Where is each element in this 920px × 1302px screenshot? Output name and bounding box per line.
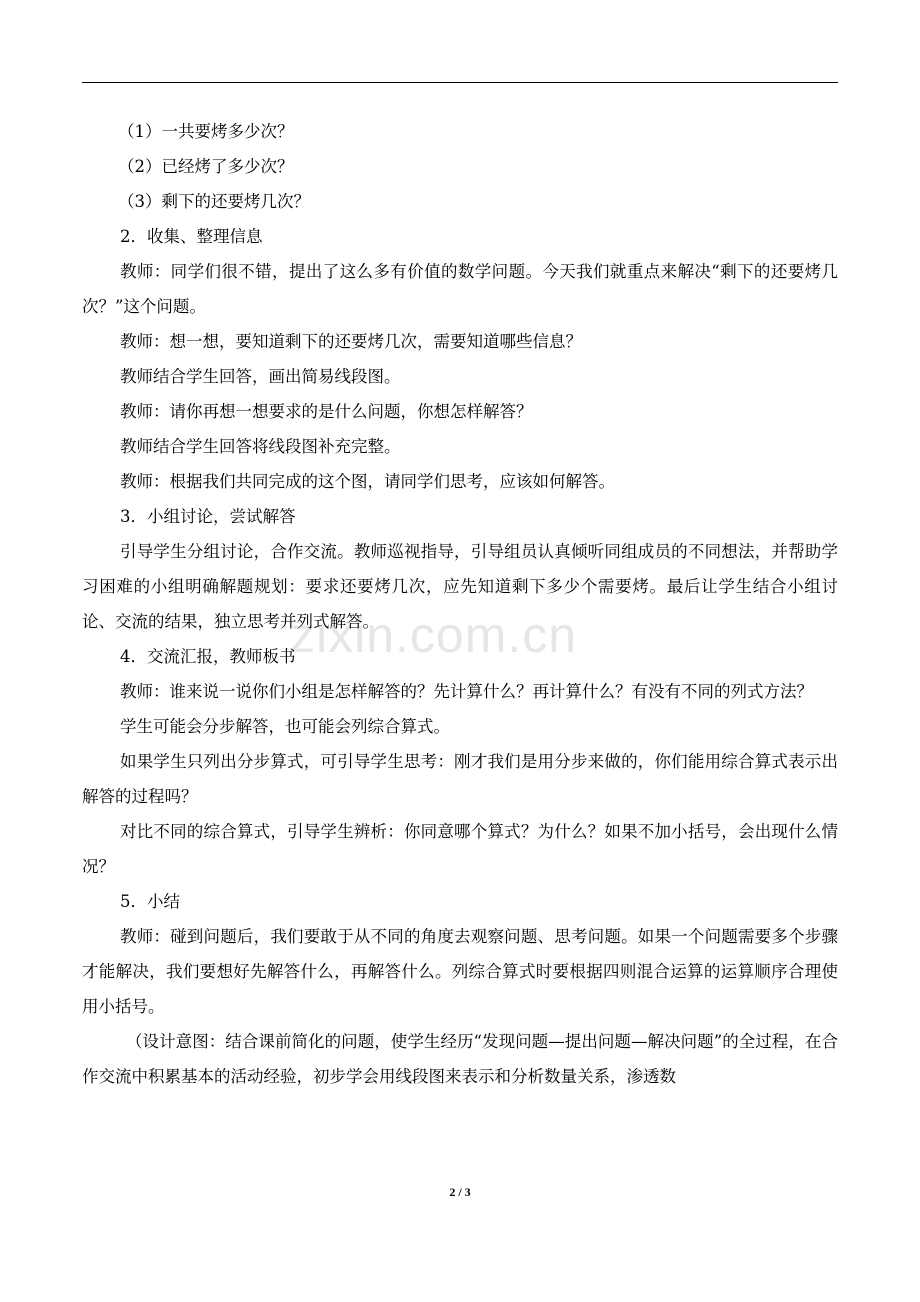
paragraph: 教师：碰到问题后，我们要敢于从不同的角度去观察问题、思考问题。如果一个问题需要多个步骤才能解决，我们要想好先解答什么，再解答什么。列综合算式时要根据四则混合运算的运算顺序合理使用小括号。 [82, 927, 838, 1016]
question-1: （1）一共要烤多少次？ [118, 122, 294, 141]
watermark: zixin.com.cn [290, 607, 578, 663]
paragraph: 学生可能会分步解答，也可能会列综合算式。 [120, 717, 450, 736]
document-body [82, 114, 838, 1094]
section-heading-5: 5．小结 [120, 892, 180, 911]
paragraph: 教师：想一想，要知道剩下的还要烤几次，需要知道哪些信息？ [120, 332, 582, 351]
header-rule [82, 82, 838, 83]
paragraph: 教师：同学们很不错，提出了这么多有价值的数学问题。今天我们就重点来解决“剩下的还要烤几次？”这个问题。 [82, 262, 838, 316]
section-heading-3: 3．小组讨论，尝试解答 [120, 507, 296, 526]
paragraph: 教师：谁来说一说你们小组是怎样解答的？先计算什么？再计算什么？有没有不同的列式方法？ [120, 682, 813, 701]
question-2: （2）已经烤了多少次？ [118, 157, 294, 176]
question-3: （3）剩下的还要烤几次？ [118, 192, 310, 211]
design-intent-paragraph: （设计意图：结合课前简化的问题，使学生经历“发现问题—提出问题—解决问题”的全过程，在合作交流中积累基本的活动经验，初步学会用线段图来表示和分析数量关系，渗透数 [82, 1032, 838, 1086]
paragraph: 教师结合学生回答，画出简易线段图。 [120, 367, 401, 386]
section-heading-4: 4．交流汇报，教师板书 [120, 647, 296, 666]
paragraph: 如果学生只列出分步算式，可引导学生思考：刚才我们是用分步来做的，你们能用综合算式表示出解答的过程吗？ [82, 752, 838, 806]
page-number: 2 / 3 [449, 1185, 471, 1199]
paragraph: 教师结合学生回答将线段图补充完整。 [120, 437, 401, 456]
paragraph: 引导学生分组讨论，合作交流。教师巡视指导，引导组员认真倾听同组成员的不同想法，并帮助学习困难的小组明确解题规划：要求还要烤几次，应先知道剩下多少个需要烤。最后让学生结合小组讨论、交流的结果，独立思考并列式解答。 [82, 542, 838, 631]
paragraph: 教师：请你再想一想要求的是什么问题，你想怎样解答？ [120, 402, 533, 421]
paragraph: 教师：根据我们共同完成的这个图，请同学们思考，应该如何解答。 [120, 472, 615, 491]
section-heading-2: 2．收集、整理信息 [120, 227, 263, 246]
paragraph: 对比不同的综合算式，引导学生辨析：你同意哪个算式？为什么？如果不加小括号，会出现什么情况？ [82, 822, 838, 876]
